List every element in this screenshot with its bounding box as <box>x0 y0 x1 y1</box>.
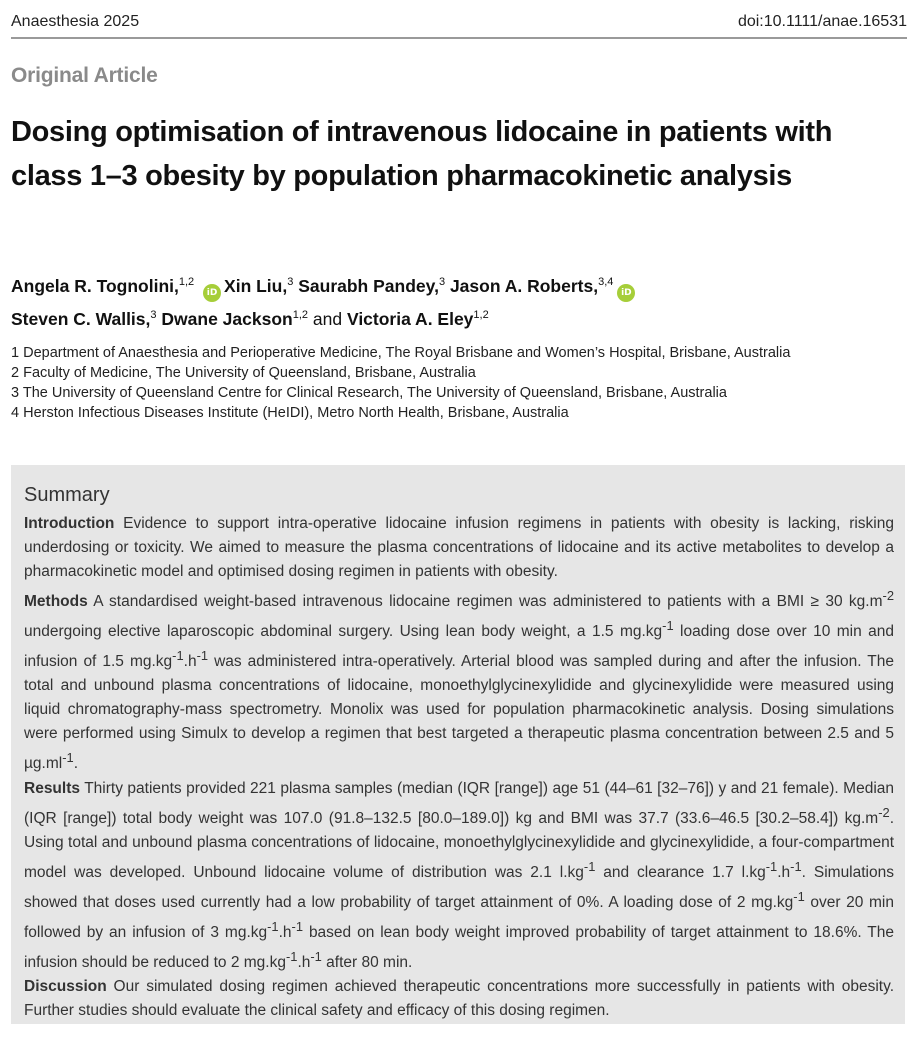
author-name[interactable]: Saurabh Pandey, <box>298 275 439 296</box>
author-name[interactable]: Dwane Jackson <box>161 308 293 329</box>
author-affiliation-marker: 3 <box>287 276 294 288</box>
summary-discussion <box>24 975 894 1023</box>
results-text: after 80 min. <box>321 954 413 972</box>
unit-exponent: -1 <box>285 949 298 965</box>
methods-text: A standardised weight-based intravenous lidocaine regimen was administered to patients with a BMI ≥ 30 kg.m <box>93 593 883 611</box>
affiliation-item: 1 Department of Anaesthesia and Perioperative Medicine, The Royal Brisbane and Women’s Hospital, Brisbane, Australia <box>11 345 791 361</box>
affiliation-item: 2 Faculty of Medicine, The University of Queensland, Brisbane, Australia <box>11 365 476 381</box>
summary-methods <box>24 584 894 777</box>
summary-box <box>11 465 905 1024</box>
methods-text: .h <box>183 653 197 671</box>
author-name[interactable]: Steven C. Wallis, <box>11 308 151 329</box>
orcid-icon[interactable]: iD <box>617 284 635 302</box>
unit-exponent: -2 <box>882 588 894 603</box>
summary-heading: Summary <box>24 484 110 506</box>
methods-text: was administered intra-operatively. Arterial blood was sampled during and after the infusion. The total and unbound plasma concentrations of lidocaine, monoethylglycinexylidide and glycinexylidide were measured using liquid chromatography-mass spectrometry. Monolix was used for population pharmacokinetic analysis. Dosing simulations were performed using Simulx to develop a regimen that best targeted a therapeutic plasma concentration between 2.5 and 5 µg.ml <box>24 653 895 773</box>
unit-exponent: -2 <box>878 804 890 820</box>
methods-text: loading dose over 10 min and infusion of 1.5 mg.kg <box>24 623 894 671</box>
author-name[interactable]: Victoria A. Eley <box>346 308 474 329</box>
methods-label: Methods <box>24 593 88 611</box>
article-title: Dosing optimisation of intravenous lidocaine in patients with class 1–3 obesity by population pharmacokinetic analysis <box>11 116 833 192</box>
author-name[interactable]: Angela R. Tognolini, <box>11 275 179 296</box>
orcid-icon[interactable]: iD <box>203 284 221 302</box>
discussion-text: Our simulated dosing regimen achieved therapeutic concentrations more successfully in patients with obesity. Further studies should evaluate the clinical safety and efficacy of this dosing regimen. <box>24 978 895 1020</box>
author-affiliation-marker: 3,4 <box>598 276 614 288</box>
methods-text: undergoing elective laparoscopic abdominal surgery. Using lean body weight, a 1.5 mg.kg <box>24 623 663 641</box>
author-affiliation-marker: 1,2 <box>292 308 309 321</box>
author-conjunction: and <box>312 308 343 329</box>
running-header <box>11 10 907 36</box>
author-affiliation-marker: 3 <box>438 276 446 288</box>
introduction-label: Introduction <box>24 515 115 532</box>
author-affiliation-marker: 3 <box>150 308 157 321</box>
unit-exponent: -1 <box>793 888 805 904</box>
doi-link[interactable]: doi:10.1111/anae.16531 <box>737 13 907 30</box>
article-type: Original Article <box>11 64 158 87</box>
methods-text: . <box>73 755 79 773</box>
results-text: .h <box>777 863 791 881</box>
results-text: and clearance 1.7 l.kg <box>595 863 766 881</box>
affiliation-item: 3 The University of Queensland Centre for Clinical Research, The University of Queensland, Brisbane, Australia <box>11 385 727 401</box>
affiliation-item: 4 Herston Infectious Diseases Institute (HeIDI), Metro North Health, Brisbane, Australia <box>11 405 569 421</box>
results-text: . Using total and unbound plasma concentrations of lidocaine, monoethylglycinexylidide and glycinexylidide, a four-compartment model was developed. Unbound lidocaine volume of distribution was 2.1 l.kg <box>24 809 894 881</box>
unit-exponent: -1 <box>583 858 596 874</box>
header-divider <box>11 37 907 39</box>
unit-exponent: -1 <box>790 858 802 874</box>
unit-exponent: -1 <box>196 648 209 664</box>
journal-citation: Anaesthesia 2025 <box>11 13 140 30</box>
unit-exponent: -1 <box>662 618 674 634</box>
results-text: based on lean body weight improved probability of target attainment to 18.6%. The infusion should be reduced to 2 mg.kg <box>24 924 895 972</box>
results-label: Results <box>24 779 80 797</box>
author-affiliation-marker: 1,2 <box>473 308 489 321</box>
results-text: .h <box>278 924 292 942</box>
unit-exponent: -1 <box>310 949 322 965</box>
summary-introduction <box>24 512 894 584</box>
author-name[interactable]: Xin Liu, <box>224 275 288 296</box>
results-text: over 20 min followed by an infusion of 3 mg.kg <box>24 894 894 942</box>
affiliation-list <box>11 343 911 423</box>
unit-exponent: -1 <box>267 919 279 935</box>
unit-exponent: -1 <box>172 648 184 664</box>
summary-results <box>24 777 894 976</box>
results-text: . Simulations showed that doses used currently had a low probability of target attainment of 0%. A loading dose of 2 mg.kg <box>24 863 894 912</box>
unit-exponent: -1 <box>291 919 304 935</box>
results-text: Thirty patients provided 221 plasma samples (median (IQR [range]) age 51 (44–61 [32–76]) y and 21 female). Median (IQR [range]) total body weight was 107.0 (91.8–132.5 [80.0–189.0]) kg and BMI was 37.7 (33.6–46.5 [30.2–58.4]) kg.m <box>24 779 894 827</box>
author-name[interactable]: Jason A. Roberts, <box>449 275 599 296</box>
author-list <box>11 269 901 333</box>
unit-exponent: -1 <box>62 750 74 766</box>
unit-exponent: -1 <box>765 858 778 874</box>
author-affiliation-marker: 1,2 <box>178 276 195 288</box>
summary-body <box>24 512 894 1023</box>
introduction-text: Evidence to support intra-operative lidocaine infusion regimens in patients with obesity is lacking, risking underdosing or toxicity. We aimed to measure the plasma concentrations of lidocaine and its active metabolites to develop a pharmacokinetic model and optimised dosing regimen in patients with obesity. <box>24 515 894 580</box>
discussion-label: Discussion <box>24 978 107 996</box>
results-text: .h <box>297 954 311 972</box>
